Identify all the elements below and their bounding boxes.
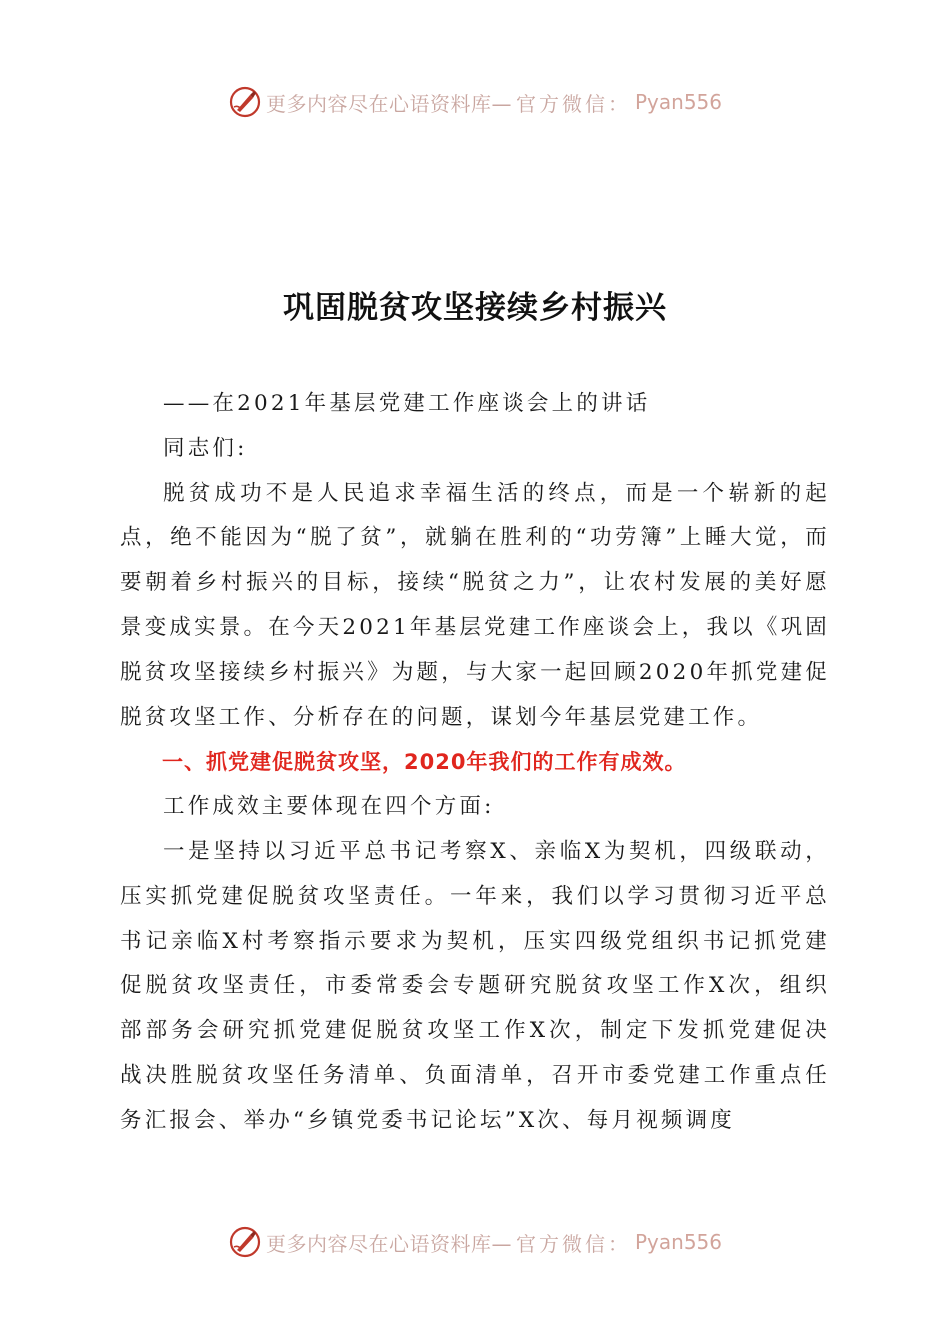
pen-circle-icon [228,1225,262,1259]
pen-circle-icon [228,85,262,119]
salutation: 同志们: [163,435,248,461]
watermark-text: 更多内容尽在心语资料库— [265,1231,512,1256]
section-paragraph: 一是坚持以习近平总书记考察X、亲临X为契机，四级联动，压实抓党建促脱贫攻坚责任。一年来，我们以学习贯彻习近平总书记亲临X村考察指示要求为契机，压实四级党组织书记抓党建促脱贫攻坚责任，市委常委会专题研究脱贫攻坚工作X次，组织部部务会研究抓党建促脱贫攻坚工作X次，制定下发抓党建促决战决胜脱贫攻坚任务清单、负面清单，召开市委党建工作重点任务汇报会、举办“乡镇党委书记论坛”X次、每月视频调度 [120,838,830,1133]
section-heading-1: 一、抓党建促脱贫攻坚，2020年我们的工作有成效。 [162,750,687,775]
watermark-wechat-id: Pyan556 [634,1230,722,1254]
watermark-top [0,82,950,122]
document-body [120,382,830,1144]
watermark-text: 更多内容尽在心语资料库— [265,91,512,116]
intro-paragraph: 脱贫成功不是人民追求幸福生活的终点，而是一个崭新的起点，绝不能因为“脱了贫”，就躺在胜利的“功劳簿”上睡大觉，而要朝着乡村振兴的目标，接续“脱贫之力”，让农村发展的美好愿景变成实景。在今天2021年基层党建工作座谈会上，我以《巩固脱贫攻坚接续乡村振兴》为题，与大家一起回顾2020年抓党建促脱贫攻坚工作、分析存在的问题，谋划今年基层党建工作。 [120,480,830,730]
document-subtitle: ——在2021年基层党建工作座谈会上的讲话 [163,391,651,416]
watermark-wechat-label: 官方微信： [515,91,631,116]
section-intro: 工作成效主要体现在四个方面: [163,794,495,820]
document-title: 巩固脱贫攻坚接续乡村振兴 [283,290,667,326]
watermark-bottom [0,1222,950,1262]
watermark-wechat-id: Pyan556 [634,90,722,114]
watermark-wechat-label: 官方微信： [515,1231,631,1256]
